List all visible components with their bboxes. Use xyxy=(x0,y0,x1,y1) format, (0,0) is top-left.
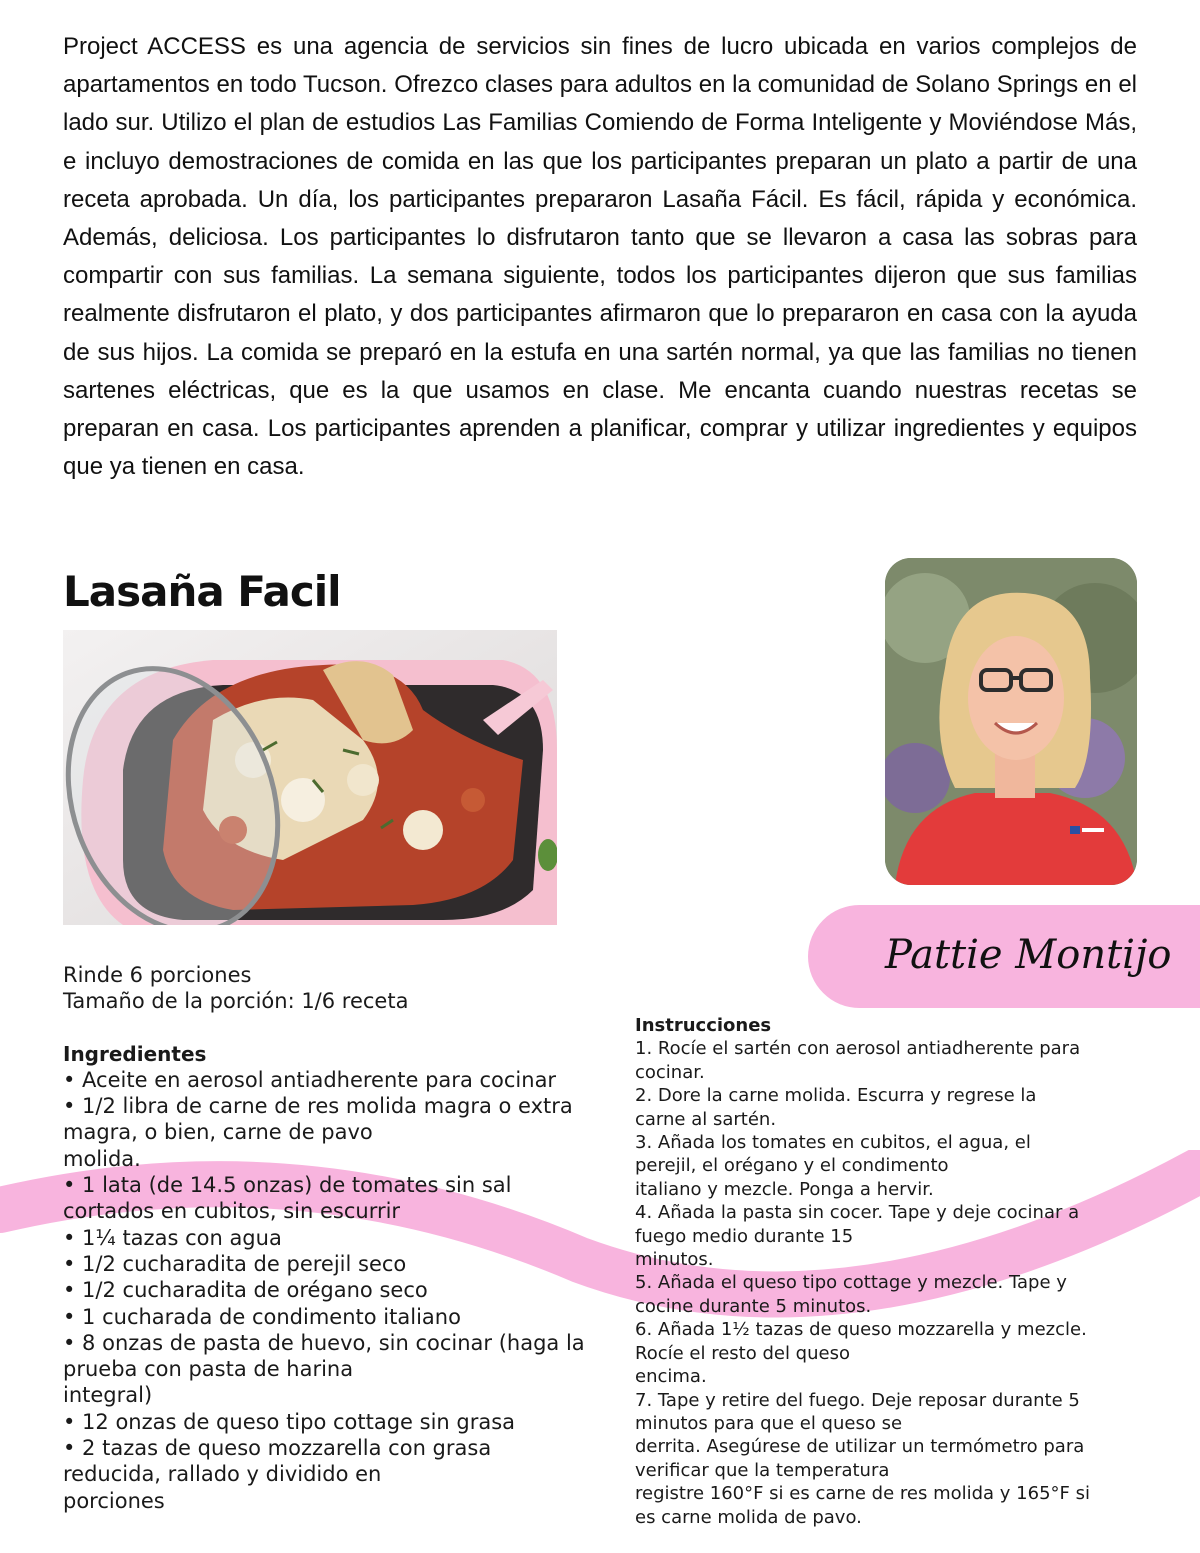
recipe-title: Lasaña Facil xyxy=(63,567,341,616)
instruction-line: 2. Dore la carne molida. Escurra y regrese la xyxy=(635,1085,1037,1107)
servings: Rinde 6 porciones xyxy=(63,963,252,987)
instruction-line: Rocíe el resto del queso xyxy=(635,1342,850,1364)
ingredient-line: • 8 onzas de pasta de huevo, sin cocinar (haga la xyxy=(63,1330,585,1355)
instruction-line: 6. Añada 1½ tazas de queso mozzarella y mezcle. xyxy=(635,1319,1087,1341)
instruction-line: es carne molida de pavo. xyxy=(635,1506,862,1528)
instruction-line: 3. Añada los tomates en cubitos, el agua, el xyxy=(635,1132,1031,1154)
instruction-line: carne al sartén. xyxy=(635,1108,777,1130)
instruction-line: verificar que la temperatura xyxy=(635,1459,890,1481)
instruction-line: cocinar. xyxy=(635,1061,705,1083)
recipe-photo xyxy=(63,630,557,925)
instruction-line: encima. xyxy=(635,1366,707,1388)
ingredient-line: • 2 tazas de queso mozzarella con grasa xyxy=(63,1436,492,1461)
ingredients-heading: Ingredientes xyxy=(63,1041,207,1066)
instruction-line: minutos para que el queso se xyxy=(635,1412,903,1434)
ingredient-line: • Aceite en aerosol antiadherente para cocinar xyxy=(63,1067,557,1092)
lasagna-skillet-illustration xyxy=(63,630,557,925)
intro-paragraph: Project ACCESS es una agencia de servicios sin fines de lucro ubicada en varios complejos de apartamentos en todo Tucson. Ofrezco clases para adultos en la comunidad de Solano Springs en el lado sur. Utilizo el plan de estudios Las Familias Comiendo de Forma Inteligente y Moviéndose Más, e incluyo demostraciones de comida en las que los participantes preparan un plato a partir de una receta aprobada. Un día, los participantes prepararon Lasaña Fácil. Es fácil, rápida y económica. Además, deliciosa. Los participantes lo disfrutaron tanto que se llevaron a casa las sobras para compartir con sus familias. La semana siguiente, todos los participantes dijeron que sus familias realmente disfrutaron el plato, y dos participantes afirmaron que lo prepararon en casa con la ayuda de sus hijos. La comida se preparó en la estufa en una sartén normal, ya que las familias no tienen sartenes eléctricas, que es la que usamos en clase. Me encanta cuando nuestras recetas se preparan en casa. Los participantes aprenden a planificar, comprar y utilizar ingredientes y equipos que ya tienen en casa. xyxy=(63,33,1137,481)
instruction-line: 5. Añada el queso tipo cottage y mezcle. Tape y xyxy=(635,1272,1067,1294)
ingredient-line: • 1/2 libra de carne de res molida magra o extra xyxy=(63,1094,573,1119)
instructions-heading: Instrucciones xyxy=(635,1015,772,1036)
ingredients-list xyxy=(63,1067,608,1514)
instruction-line: minutos. xyxy=(635,1249,714,1271)
ingredient-line: magra, o bien, carne de pavo xyxy=(63,1120,373,1145)
ingredient-line: • 1 lata (de 14.5 onzas) de tomates sin sal xyxy=(63,1173,512,1198)
ingredient-line: cortados en cubitos, sin escurrir xyxy=(63,1199,401,1224)
serving-size: Tamaño de la porción: 1/6 receta xyxy=(63,989,409,1014)
author-portrait-illustration xyxy=(885,558,1137,885)
instruction-line: 4. Añada la pasta sin cocer. Tape y deje cocinar a xyxy=(635,1202,1080,1224)
ingredient-line: integral) xyxy=(63,1383,153,1408)
ingredient-line: • 1 cucharada de condimento italiano xyxy=(63,1304,461,1329)
instruction-line: derrita. Asegúrese de utilizar un termómetro para xyxy=(635,1436,1085,1458)
ingredient-line: reducida, rallado y dividido en xyxy=(63,1462,382,1487)
ingredient-line: molida. xyxy=(63,1146,141,1171)
instruction-line: 1. Rocíe el sartén con aerosol antiadherente para xyxy=(635,1038,1081,1060)
instructions-section xyxy=(635,1014,1140,1529)
ingredient-line: • 12 onzas de queso tipo cottage sin grasa xyxy=(63,1409,516,1434)
instruction-line: perejil, el orégano y el condimento xyxy=(635,1155,949,1177)
ingredient-line: • 1¼ tazas con agua xyxy=(63,1225,282,1250)
author-portrait xyxy=(885,558,1137,885)
instruction-line: cocine durante 5 minutos. xyxy=(635,1295,872,1317)
recipe-details xyxy=(63,962,608,1514)
ingredient-line: porciones xyxy=(63,1488,165,1513)
ingredient-line: • 1/2 cucharadita de perejil seco xyxy=(63,1251,407,1276)
instruction-line: registre 160°F si es carne de res molida y 165°F si xyxy=(635,1483,1090,1505)
instruction-line: italiano y mezcle. Ponga a hervir. xyxy=(635,1178,934,1200)
ingredient-line: prueba con pasta de harina xyxy=(63,1357,354,1382)
instruction-line: 7. Tape y retire del fuego. Deje reposar durante 5 xyxy=(635,1389,1080,1411)
author-name: Pattie Montijo xyxy=(885,932,1172,978)
instruction-line: fuego medio durante 15 xyxy=(635,1225,854,1247)
ingredient-line: • 1/2 cucharadita de orégano seco xyxy=(63,1278,428,1303)
instructions-list xyxy=(635,1037,1140,1529)
